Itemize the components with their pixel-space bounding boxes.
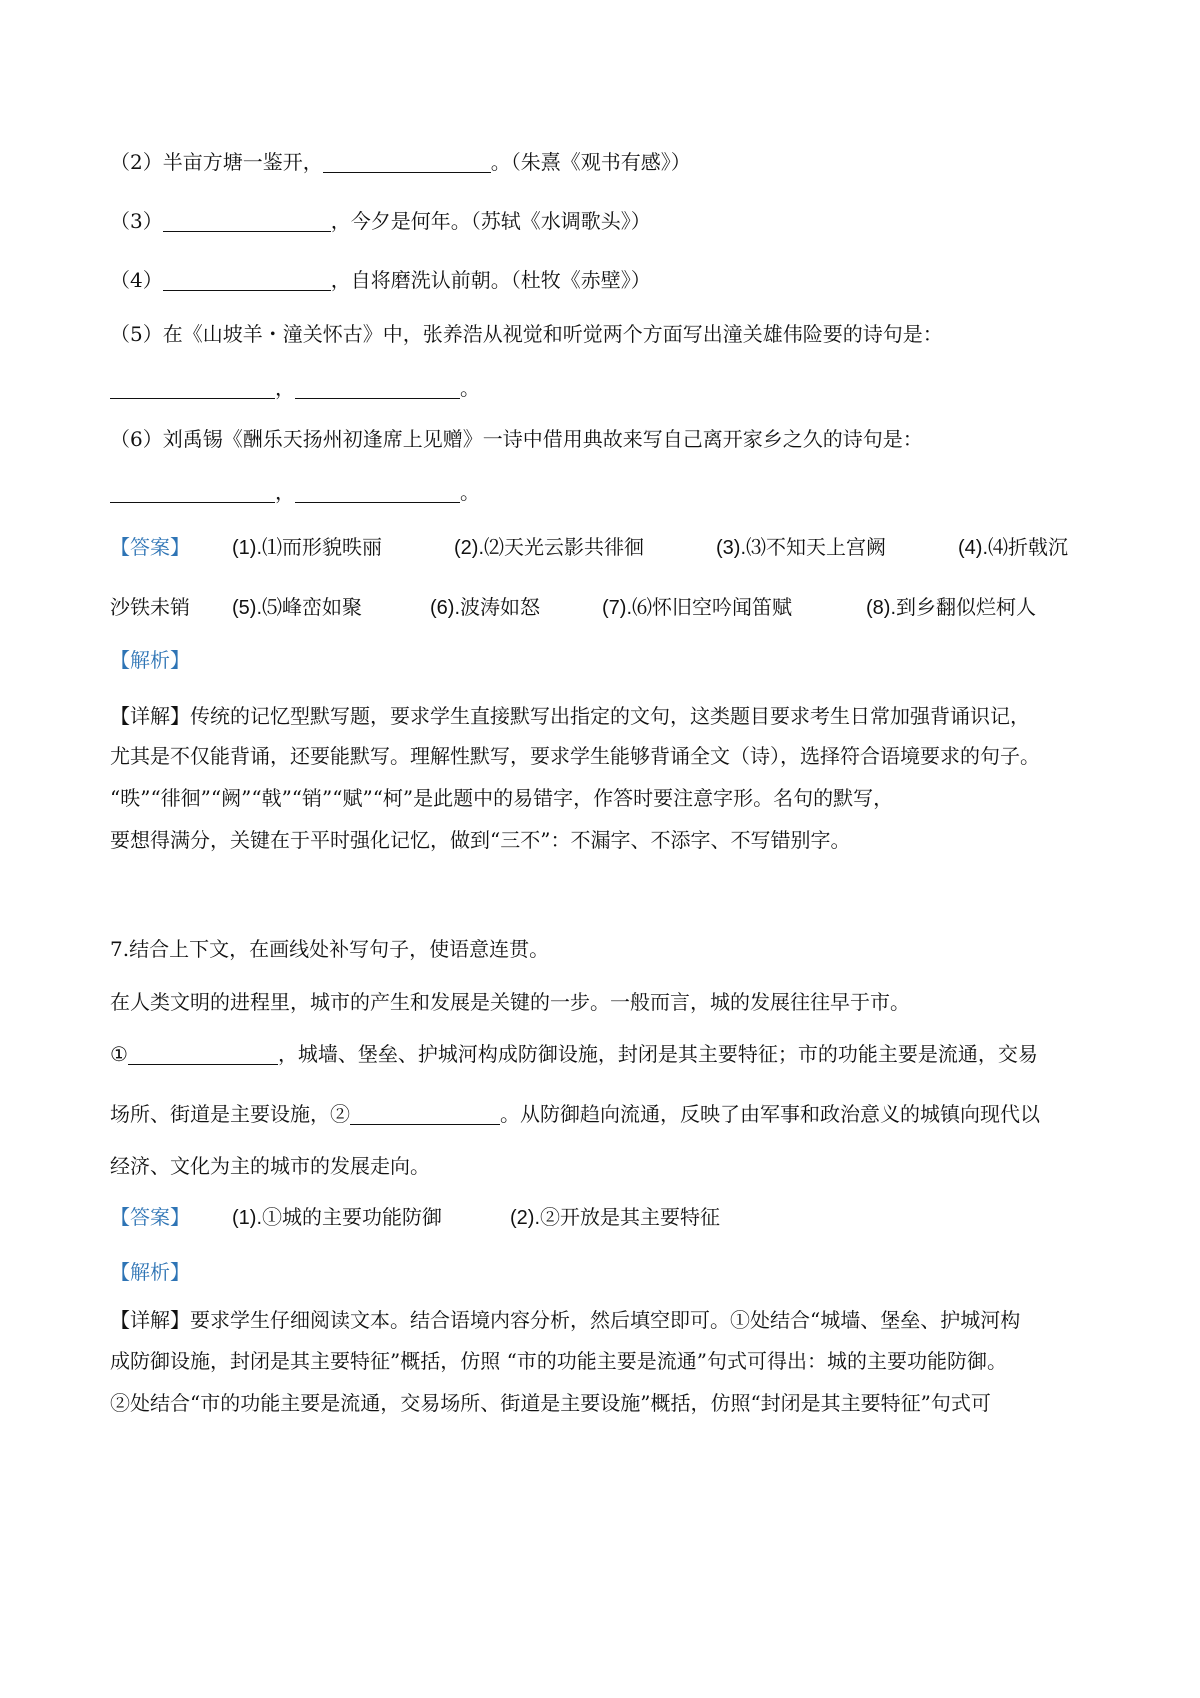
q7-line-1-suffix: ，城墙、堡垒、护城河构成防御设施，封闭是其主要特征；市的功能主要是流通，交易 (277, 1042, 1038, 1066)
blank-line[interactable] (110, 376, 275, 399)
answer-number: (8). (866, 597, 896, 619)
blank-line[interactable] (350, 1102, 500, 1125)
q6-item-4-suffix: ，自将磨洗认前朝。（杜牧《赤壁》） (330, 268, 651, 292)
answer-item (716, 533, 886, 562)
answer-number: (1). (232, 537, 262, 559)
answer-item (110, 593, 190, 621)
answer-item (510, 1203, 720, 1232)
answer-number: (4). (958, 537, 988, 559)
q7-title: 7.结合上下文，在画线处补写句子，使语意连贯。 (110, 937, 550, 961)
blank-line[interactable] (295, 376, 460, 399)
answer-number: (1). (232, 1207, 262, 1229)
answer-number: (2). (454, 537, 484, 559)
q6-item-5-blanks (110, 374, 480, 402)
period: 。 (460, 480, 480, 504)
q6-item-3 (110, 207, 651, 235)
q6-item-2-suffix: 。（朱熹《观书有感》） (490, 150, 691, 174)
analysis-tag: 【解析】 (110, 1260, 190, 1284)
analysis-tag: 【解析】 (110, 648, 190, 672)
q6-item-3-prefix: （3） (110, 209, 163, 233)
q6-item-2-prefix: （2）半亩方塘一鉴开， (110, 150, 323, 174)
q7-line-2-prefix: 场所、街道是主要设施，② (110, 1102, 350, 1126)
answer-text: ②开放是其主要特征 (540, 1205, 720, 1229)
q6-item-4 (110, 266, 651, 294)
q6-item-4-prefix: （4） (110, 268, 163, 292)
answer-number: (7). (602, 597, 632, 619)
answer-text: ⑶不知天上宫阙 (746, 535, 886, 559)
detail-line: 尤其是不仅能背诵，还要能默写。理解性默写，要求学生能够背诵全文（诗），选择符合语境要求的句子。 (110, 744, 1040, 768)
answer-item (430, 593, 540, 622)
q7-line-2-suffix: 。从防御趋向流通，反映了由军事和政治意义的城镇向现代以 (500, 1102, 1040, 1126)
answer-number: (2). (510, 1207, 540, 1229)
q7-line-1 (110, 1040, 1038, 1068)
comma: ， (275, 480, 295, 504)
detail-line: 【详解】传统的记忆型默写题，要求学生直接默写出指定的文句，这类题目要求考生日常加强背诵识记， (110, 704, 1030, 728)
q6-item-6-blanks (110, 478, 480, 506)
q7-line-3: 经济、文化为主的城市的发展走向。 (110, 1154, 430, 1178)
detail-line: “昳”“徘徊”“阙”“戟”“销”“赋”“柯”是此题中的易错字，作答时要注意字形。名句的默写， (110, 786, 894, 810)
answer-item (602, 593, 792, 622)
answer-item (232, 593, 362, 622)
comma: ， (275, 376, 295, 400)
answer-tag: 【答案】 (110, 1205, 190, 1229)
q6-item-6-text: （6）刘禹锡《酬乐天扬州初逢席上见赠》一诗中借用典故来写自己离开家乡之久的诗句是： (110, 427, 923, 451)
blank-line[interactable] (110, 480, 275, 503)
answer-text: ⑷折戟沉 (988, 535, 1068, 559)
answer-text: ⑹怀旧空吟闻笛赋 (632, 595, 792, 619)
answer-item (958, 533, 1068, 562)
answer-number: (5). (232, 597, 262, 619)
blank-line[interactable] (128, 1042, 278, 1065)
answer-text: ⑴而形貌昳丽 (262, 535, 382, 559)
answer-number: (6). (430, 597, 460, 619)
answer-text: 波涛如怒 (460, 595, 540, 619)
answer-text: ⑵天光云影共徘徊 (484, 535, 644, 559)
answer-number: (3). (716, 537, 746, 559)
detail-line: ②处结合“市的功能主要是流通，交易场所、街道是主要设施”概括，仿照“封闭是其主要特征”句式可 (110, 1391, 991, 1415)
q7-line-1-prefix: ① (110, 1042, 128, 1066)
answer-item (232, 533, 382, 562)
period: 。 (460, 376, 480, 400)
detail-line: 要想得满分，关键在于平时强化记忆，做到“三不”：不漏字、不添字、不写错别字。 (110, 828, 851, 852)
q6-item-2 (110, 148, 691, 176)
answer-tag: 【答案】 (110, 535, 190, 559)
detail-line: 【详解】要求学生仔细阅读文本。结合语境内容分析，然后填空即可。①处结合“城墙、堡垒、护城河构 (110, 1308, 1021, 1332)
blank-line[interactable] (295, 480, 460, 503)
answer-text: ⑸峰峦如聚 (262, 595, 362, 619)
answer-item (232, 1203, 442, 1232)
blank-line[interactable] (163, 268, 331, 291)
answer-text: ①城的主要功能防御 (262, 1205, 442, 1229)
q6-item-3-suffix: ，今夕是何年。（苏轼《水调歌头》） (330, 209, 651, 233)
answer-text: 沙铁未销 (110, 595, 190, 619)
q7-intro: 在人类文明的进程里，城市的产生和发展是关键的一步。一般而言，城的发展往往早于市。 (110, 990, 910, 1014)
blank-line[interactable] (323, 150, 491, 173)
answer-item (454, 533, 644, 562)
answer-text: 到乡翻似烂柯人 (896, 595, 1036, 619)
answer-item (866, 593, 1036, 622)
blank-line[interactable] (163, 209, 331, 232)
q6-item-5-text: （5）在《山坡羊・潼关怀古》中，张养浩从视觉和听觉两个方面写出潼关雄伟险要的诗句是： (110, 322, 943, 346)
q7-line-2 (110, 1100, 1040, 1128)
detail-line: 成防御设施，封闭是其主要特征”概括，仿照 “市的功能主要是流通”句式可得出：城的主要功能防御。 (110, 1349, 1008, 1373)
